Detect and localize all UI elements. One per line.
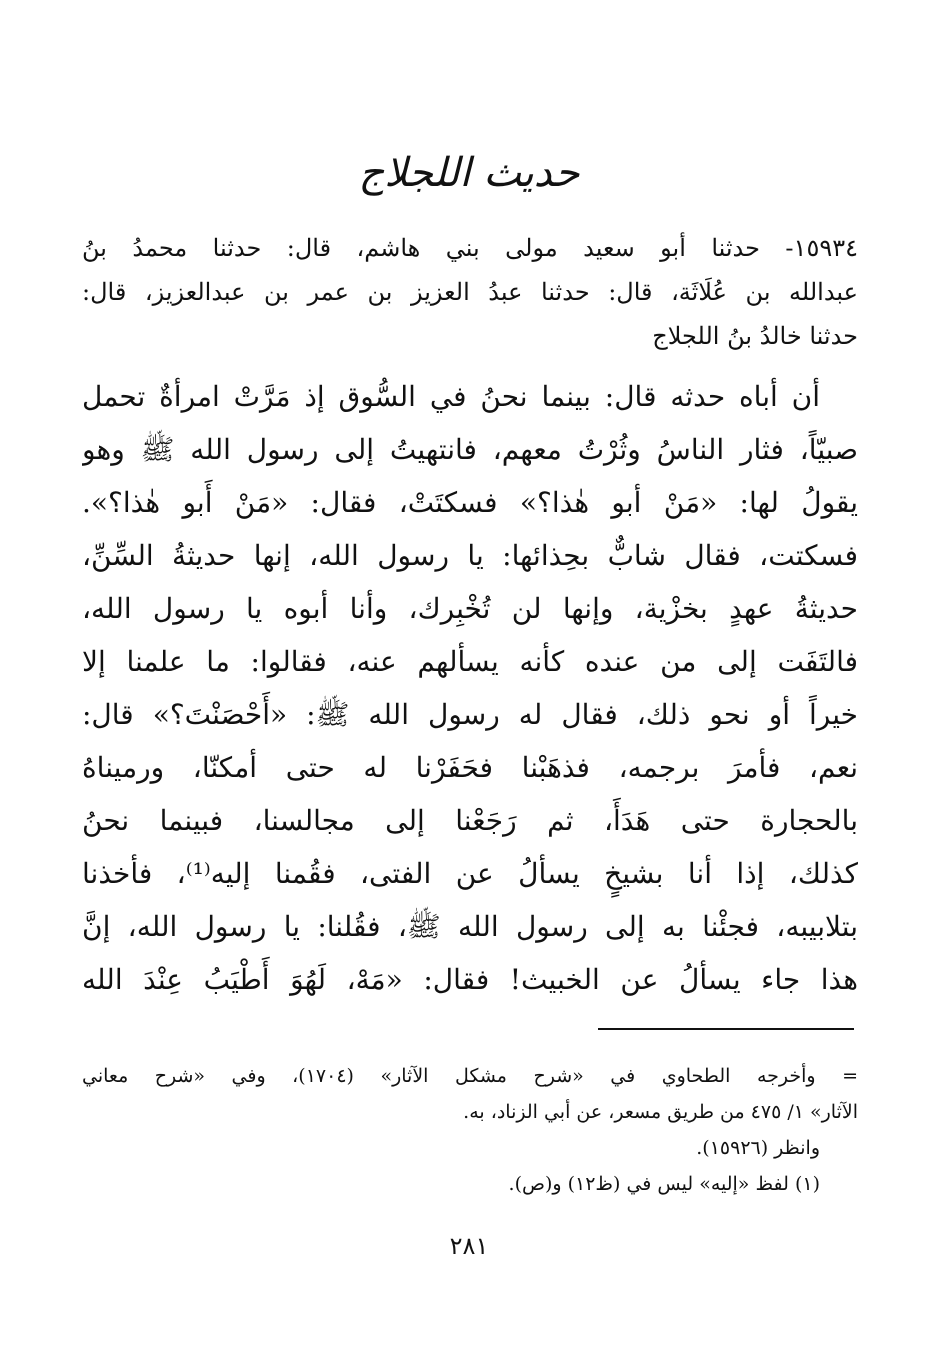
footnote-line: (١) لفظ «إليه» ليس في (ظ١٢) و(ص). [508, 1173, 820, 1195]
text-line: حديثةُ عهدٍ بخزْية، وإنها لن تُخْبِرك، وأنا أبوه يا رسول الله، [82, 592, 858, 625]
footnote-line: وانظر (١٥٩٢٦). [696, 1137, 820, 1159]
text-line: بتلابيبه، فجئْنا به إلى رسول الله ﷺ، فقُلنا: يا رسول الله، إنَّ [82, 910, 858, 943]
text-line: نعم، فأمرَ برجمه، فذهَبْنا فحَفَرْنا له حتى أمكنّا، ورميناهُ [82, 751, 858, 784]
footnote-divider [598, 1028, 854, 1030]
page-number: ٢٨١ [449, 1232, 489, 1260]
text-line: أن أباه حدثه قال: بينما نحنُ في السُّوق إذ مَرَّتْ امرأةٌ تحمل [82, 380, 820, 413]
footnote-line: = وأخرجه الطحاوي في «شرح مشكل الآثار» (١٧٠٤)، وفي «شرح معاني [82, 1065, 858, 1087]
hadith-isnad [82, 226, 858, 358]
text-line: صبيّاً، فثار الناسُ وثُرْتُ معهم، فانتهيتُ إلى رسول الله ﷺ وهو [82, 433, 858, 466]
hadith-text [82, 370, 858, 1006]
text-line: يقولُ لها: «مَنْ أبو هٰذا؟» فسكتَتْ، فقال: «مَنْ أَبو هٰذا؟». [82, 486, 858, 519]
text-line: بالحجارة حتى هَدَأَ، ثم رَجَعْنا إلى مجالسنا، فبينما نحنُ [82, 804, 858, 837]
text-line: فسكتت، فقال شابٌّ بحِذائها: يا رسول الله، إنها حديثةُ السِّنِّ، [82, 539, 858, 572]
isnad-line: ١٥٩٣٤- حدثنا أبو سعيد مولى بني هاشم، قال: حدثنا محمدُ بنُ [82, 234, 858, 262]
isnad-line: حدثنا خالدُ بنُ اللجلاج [652, 322, 858, 350]
isnad-line: عبدالله بن عُلَاثَة، قال: حدثنا عبدُ العزيز بن عمر بن عبدالعزيز، قال: [82, 278, 858, 306]
text-line: كذلك، إذا أنا بشيخٍ يسألُ عن الفتى، فقُمنا إليه⁽¹⁾، فأخذنا [82, 857, 858, 890]
footnotes [82, 1058, 858, 1202]
chapter-title: حديث اللجلاج [358, 150, 580, 196]
footnote-line: الآثار» ١/ ٤٧٥ من طريق مسعر، عن أبي الزناد، به. [463, 1101, 858, 1123]
text-line: فالتَفَت إلى من عنده كأنه يسألهم عنه، فقالوا: ما علمنا إلا [82, 645, 858, 678]
text-line: خيراً أو نحو ذلك، فقال له رسول الله ﷺ: «أَحْصَنْتَ؟» قال: [82, 698, 858, 731]
text-line: هذا جاء يسألُ عن الخبيث! فقال: «مَهْ، لَهُوَ أَطْيَبُ عِنْدَ الله [82, 963, 858, 996]
